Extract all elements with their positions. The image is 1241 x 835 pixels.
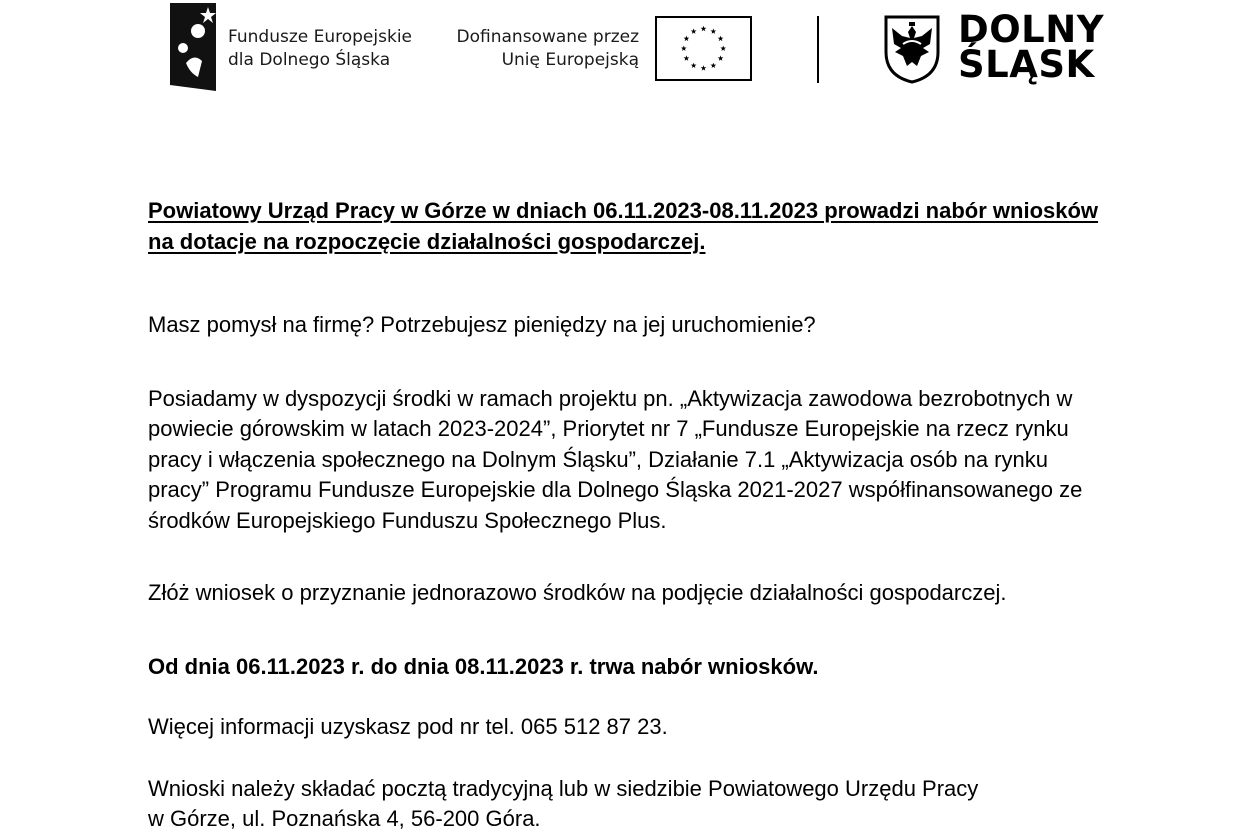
- region-line-1: DOLNY: [958, 8, 1105, 51]
- question-paragraph: Masz pomysł na firmę? Potrzebujesz pieniędzy na jej uruchomienie?: [148, 312, 816, 337]
- cofinance-text: [428, 26, 639, 72]
- eu-star: [711, 28, 717, 33]
- dates-paragraph: Od dnia 06.11.2023 r. do dnia 08.11.2023 r. trwa nabór wniosków.: [148, 653, 819, 679]
- eu-star: [681, 45, 687, 50]
- eu-star: [701, 26, 707, 31]
- document-body: [148, 196, 1108, 835]
- submit-line-1: Wnioski należy składać pocztą tradycyjną lub w siedzibie Powiatowego Urzędu Pracy: [148, 775, 979, 801]
- cofinance-line-2: Unię Europejską: [501, 50, 639, 70]
- region-logo-text: [958, 8, 1105, 86]
- eu-flag-icon: [655, 16, 752, 81]
- eu-star: [691, 28, 697, 33]
- apply-paragraph: Złóż wniosek o przyznanie jednorazowo środków na podjęcie działalności gospodarczej.: [148, 580, 1007, 605]
- eu-star: [718, 55, 724, 60]
- eu-star: [718, 36, 724, 41]
- logo-divider: [817, 16, 819, 83]
- submit-line-2: w Górze, ul. Poznańska 4, 56-200 Góra.: [148, 806, 541, 831]
- document-headline: Powiatowy Urząd Pracy w Górze w dniach 06.11.2023-08.11.2023 prowadzi nabór wniosków na dotacje na rozpoczęcie działalności gospodarczej.: [148, 198, 1099, 254]
- fe-logo-line-1: Fundusze Europejskie: [228, 27, 412, 47]
- fe-logo-text: [228, 26, 412, 72]
- fe-logo-line-2: dla Dolnego Śląska: [228, 50, 391, 70]
- logo-bar: [148, 0, 1105, 111]
- eu-star: [684, 36, 690, 41]
- contact-paragraph: Więcej informacji uzyskasz pod nr tel. 065 512 87 23.: [148, 714, 668, 739]
- eu-star: [720, 45, 726, 50]
- eu-star: [684, 55, 690, 60]
- eu-star: [701, 65, 707, 70]
- eu-star: [711, 63, 717, 68]
- eu-star: [691, 63, 697, 68]
- project-paragraph: Posiadamy w dyspozycji środki w ramach projektu pn. „Aktywizacja zawodowa bezrobotnych w powiecie górowskim w latach 2023-2024”, Priorytet nr 7 „Fundusze Europejskie na rzecz rynku pracy i włączenia społecznego na Dolnym Śląsku”, Działanie 7.1 „Aktywizacja osób na rynku pracy” Programu Fundusze Europejskie dla Dolnego Śląska 2021-2027 współfinansowanego ze środków Europejskiego Funduszu Społecznego Plus.: [148, 385, 1083, 533]
- cofinance-line-1: Dofinansowane przez: [456, 27, 639, 47]
- submit-paragraph: [148, 774, 1108, 835]
- fe-logo-icon: [168, 3, 216, 91]
- region-line-2: ŚLĄSK: [958, 43, 1095, 86]
- eagle-coat-of-arms-icon: [883, 14, 941, 84]
